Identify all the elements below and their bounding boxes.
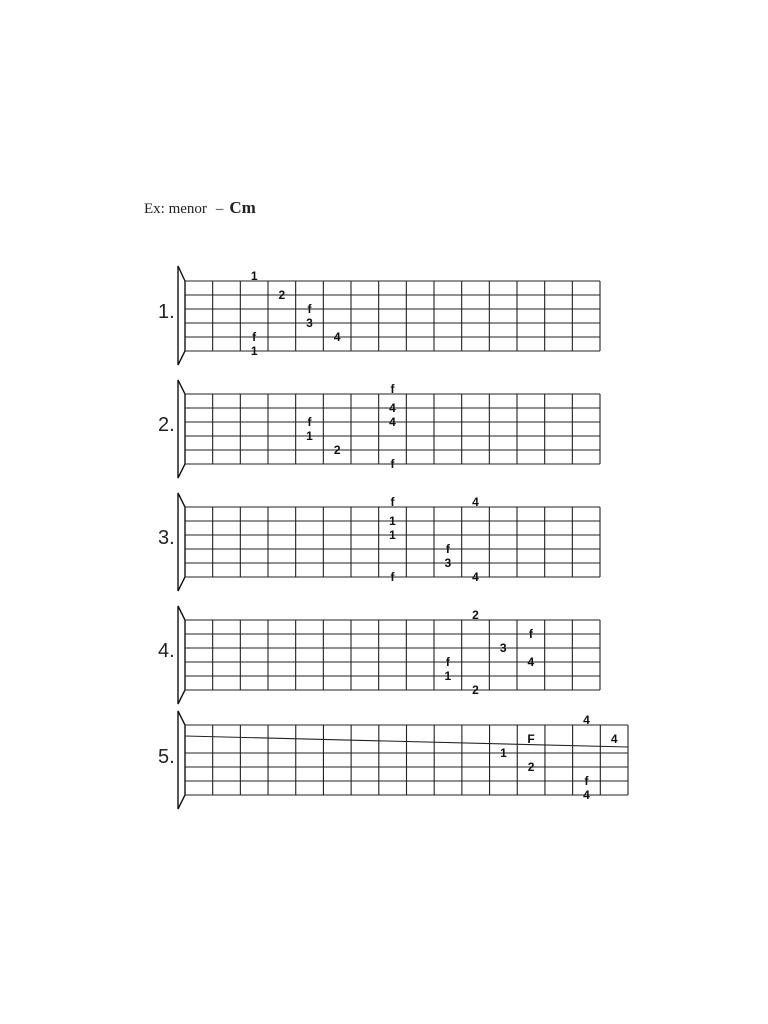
diagram-label: 3. [158,527,175,549]
diagram-label: 5. [158,746,175,768]
finger-mark: 1 [444,669,452,683]
finger-mark: f [307,302,312,316]
diagram-label: 4. [158,640,175,662]
title-dash: – [215,201,224,217]
finger-mark: 1 [389,528,396,542]
finger-mark: 1 [500,746,507,760]
finger-mark: 2 [278,288,286,302]
finger-mark: 3 [499,641,507,655]
finger-mark: 2 [472,608,479,622]
finger-mark: 1 [250,269,258,283]
finger-mark: 4 [472,570,479,584]
finger-mark: F [527,732,535,746]
finger-mark: 4 [333,330,341,344]
finger-mark: 4 [583,713,590,727]
finger-mark: 1 [306,429,313,443]
finger-mark: 2 [527,760,535,774]
finger-mark: 3 [306,316,313,330]
nut-bracket [178,711,185,809]
finger-mark: 3 [444,556,452,570]
diagram-label: 2. [158,414,175,436]
finger-mark: 1 [389,514,396,528]
finger-mark: f [307,415,312,429]
finger-mark: f [390,382,395,396]
finger-mark: 4 [583,788,590,802]
finger-mark: 2 [472,683,479,697]
finger-mark: f [584,774,589,788]
title-prefix: Ex: menor [144,201,207,217]
finger-mark: 4 [472,495,479,509]
finger-mark: f [252,330,257,344]
finger-mark: f [390,570,395,584]
finger-mark: 4 [527,655,535,669]
finger-mark: 4 [389,415,396,429]
finger-mark: f [528,627,533,641]
finger-mark: 4 [610,732,618,746]
finger-mark: 2 [333,443,341,457]
finger-mark: 4 [389,401,396,415]
chord-name: Cm [229,198,256,217]
finger-mark: f [390,457,395,471]
finger-mark: f [445,655,450,669]
finger-mark: 1 [250,344,258,358]
diagram-label: 1. [158,301,175,323]
finger-mark: f [390,495,395,509]
finger-mark: f [445,542,450,556]
